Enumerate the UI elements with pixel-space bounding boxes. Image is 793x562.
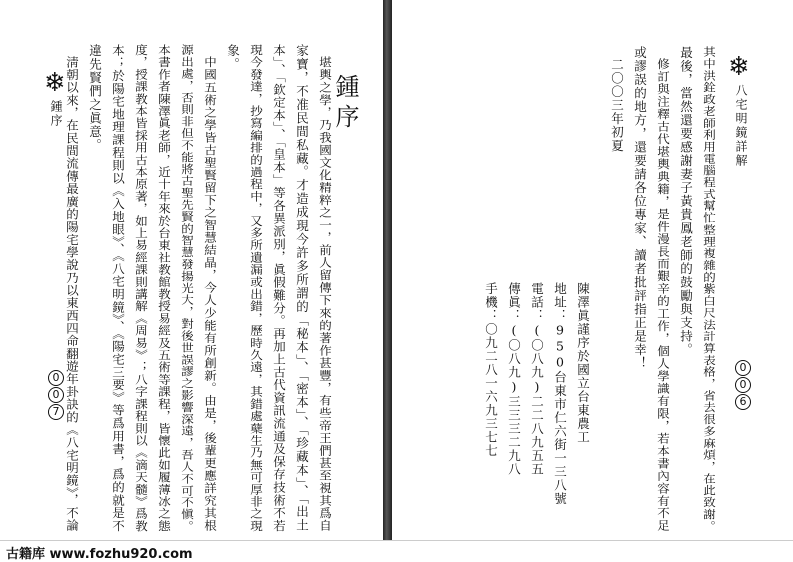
text-column: 本書作者陳澤眞老師，近十年來於台東社教館教授易經及五術等課程，皆懷此如履薄冰之態 [156,44,172,533]
text-column: 或謬誤的地方，還要請各位專家、讀者批評指正是幸！ [632,46,648,370]
snowflake-ornament-icon: ❄ [728,52,750,82]
left-page [8,0,383,540]
watermark-bar [0,540,793,561]
page-number-digit: 0 [735,360,751,376]
phone: 電話：(〇八九)二二八九五五 [529,282,545,476]
page-number-digit: 6 [735,394,751,410]
text-column: 本；於陽宅地理課程則以《入地眼》、《八宅明鏡》、《陽宅三要》等爲用書，爲的就是不 [110,44,126,533]
text-column: 其中洪銓政老師利用電腦程式幫忙整理複雜的紫白尺法計算表格，省去很多麻煩，在此致謝。 [701,46,717,532]
text-column: 最後，當然還要感謝妻子黃貴鳳老師的鼓勵與支持。 [678,46,694,357]
preface-date: 二〇〇三年初夏 [609,58,625,153]
page-number [48,370,64,421]
text-column: 家寶，不准民間私藏。才造成現今許多所謂的「秘本」、「密本」、「珍藏本」、「出土 [294,44,310,533]
snowflake-ornament-icon: ❄ [44,68,66,98]
page-number-digit: 7 [48,404,64,420]
right-page [392,0,787,540]
text-column: 象。 [225,44,241,71]
text-column: 堪輿之學，乃我國文化精粹之一，前人留傳下來的著作甚豐，有些帝王們甚至視其爲自 [317,56,333,533]
running-head: 八宅明鏡詳解 [734,84,748,168]
page-number [735,360,751,411]
page-number-digit: 0 [48,387,64,403]
address: 地址：950台東市仁六街一三八號 [552,282,568,506]
text-column: 源出處，否則非但不能將古聖先賢的智慧發揚光大，對後世誤謬之影響深遠，吾人不可不愼。 [179,44,195,533]
text-column: 本」、「欽定本」、「皇本」等各異派別，眞假難分。再加上古代資訊流通及保存技術不若 [271,44,287,533]
signature: 陳澤眞謹序於國立台東農工 [575,282,591,444]
text-column: 度，授課教本皆採用古本原著，如上易經課則講解《周易》；八字課程則以《滴天髓》爲教 [133,44,149,533]
book-gutter [383,0,392,540]
mobile: 手機：〇九二八一六九三七七 [483,282,499,458]
page-number-digit: 0 [48,370,64,386]
fax: 傳眞：(〇八九)三三三二九八 [506,282,522,476]
text-column: 中國五術之學皆古聖賢留下之智慧結晶，今人少能有所創新。由是，後輩更應詳究其根 [202,56,218,533]
text-column: 淸朝以來，在民間流傳最廣的陽宅學說乃以東西四命翻遊年卦訣的《八宅明鏡》，不論 [64,56,80,532]
section-title: 鍾序 [331,74,359,134]
running-head: 鍾序 [49,100,63,128]
text-column: 修訂與注釋古代堪輿典籍，是件漫長而艱辛的工作，個人學識有限，若本書內容有不足 [655,58,671,533]
text-column: 現今發達，抄寫編排的過程中，又多所遺漏或出錯，歷時久遠，其錯處蘖生乃無可厚非之現 [248,44,264,533]
text-column: 違先賢們之眞意。 [87,44,103,152]
site-watermark: 古籍库 www.fozhu920.com [6,547,193,562]
page-number-digit: 0 [735,377,751,393]
